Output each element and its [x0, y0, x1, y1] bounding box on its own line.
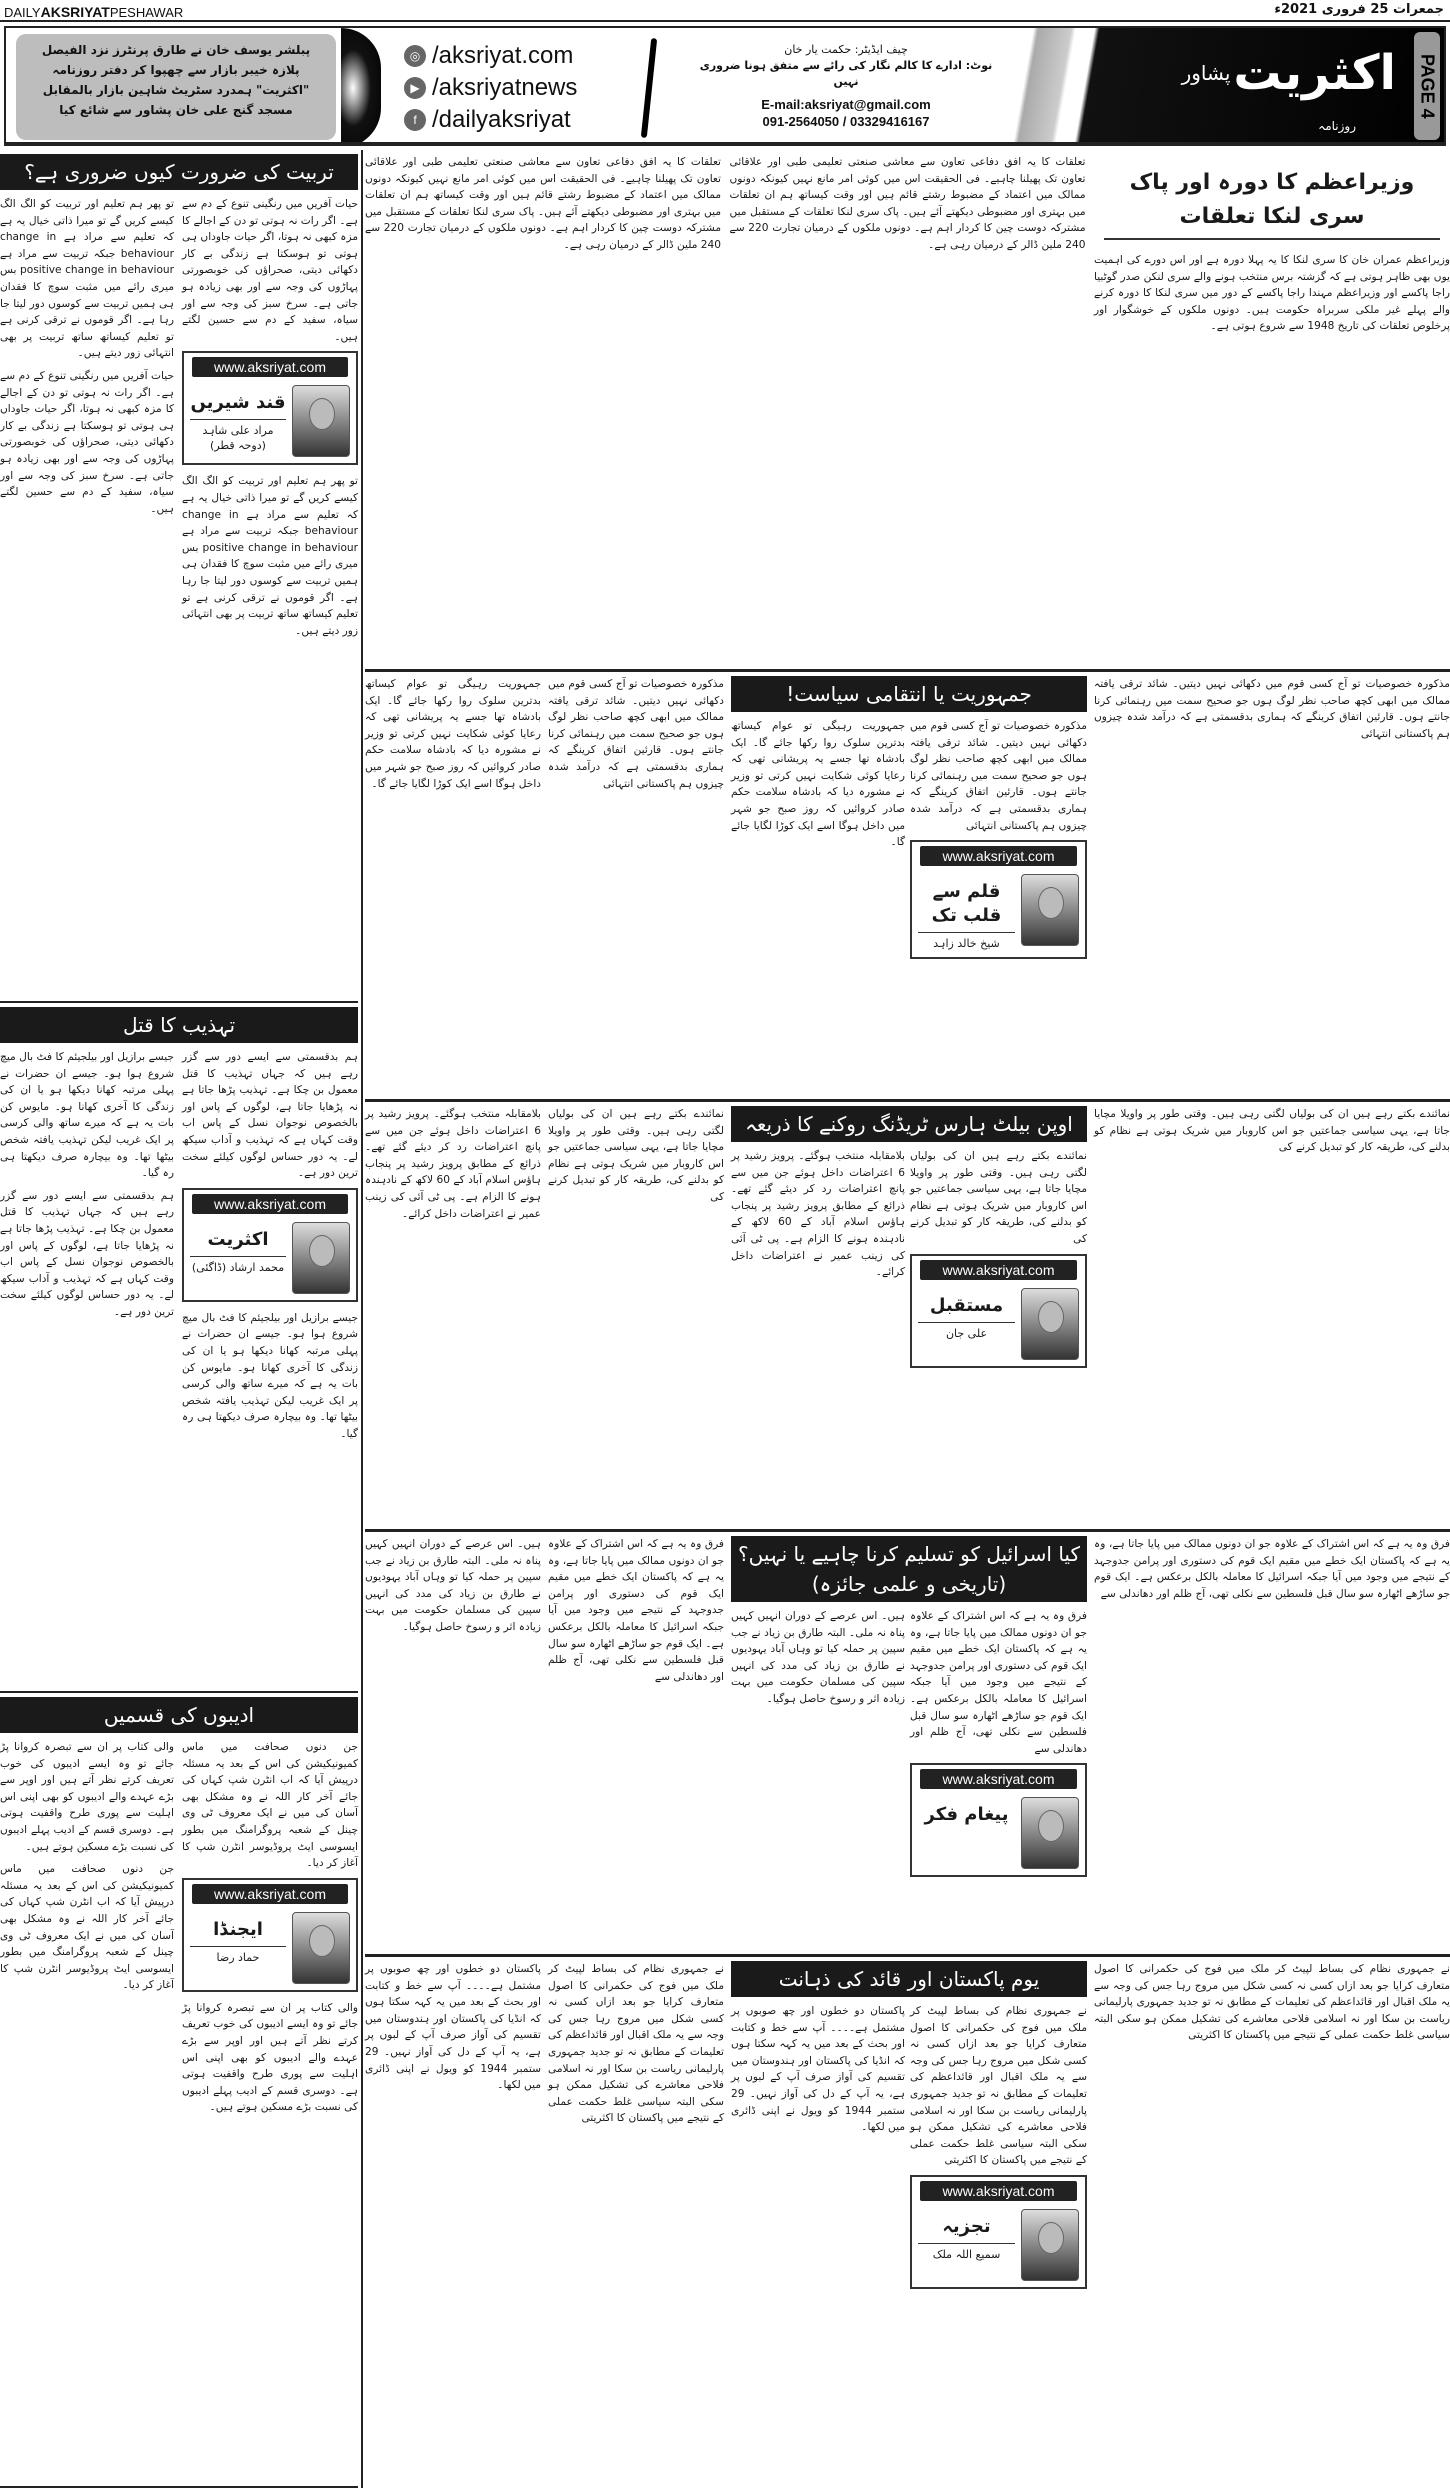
article-text-column [1094, 676, 1450, 748]
social-link-website[interactable] [404, 40, 577, 72]
article-text-column [548, 1536, 724, 1691]
paragraph: مذکورہ خصوصیات تو آج کسی قوم میں دکھائی نہیں دیتیں۔ شائد ترقی یافتہ ممالک میں ابھی کچھ صاحب نظر لوگ ہوں جو صحیح سمت میں رہنمائی کرنا جانتے ہوں۔ قارئین اتفاق کرینگے کہ ہماری بدقسمتی ہے کہ درآمد شدہ چیزوں ہم پاکستانی انتہائی [910, 720, 1087, 832]
article [731, 676, 1087, 967]
contact-email[interactable]: E-mail:aksriyat@gmail.com [761, 97, 931, 112]
column-title: ایجنڈا [213, 1918, 263, 1940]
site-url: www.aksriyat.com [920, 1769, 1077, 1789]
paragraph: نے جمہوری نظام کی بساط لپیٹ کر ملک میں فوج کی حکمرانی کا اصول متعارف کرایا جو بعد ازاں کسی نہ کسی شکل میں مروج رہا جس کی وجہ سے یہ ملک اقبال اور قائداعظم کی تعلیمات کے مطابق نہ تو جدید جمہوری پارلیمانی ریاست بن سکا اور نہ اسلامی فلاحی معاشرے کی تشکیل ممکن ہو سکی البتہ سیاسی غلط حکمت عملی کے نتیجے میں پاکستان کا اکثریتی [1094, 1963, 1450, 2042]
article-text-column [730, 154, 1086, 260]
article-text-column [1094, 1961, 1450, 2050]
article-columns [0, 196, 358, 645]
article-text-column [910, 1148, 1087, 1376]
paragraph: نے جمہوری نظام کی بساط لپیٹ کر ملک میں فوج کی حکمرانی کا اصول متعارف کرایا جو بعد ازاں کسی نہ کسی شکل میں مروج رہا جس کی وجہ سے یہ ملک اقبال اور قائداعظم کی تعلیمات کے مطابق نہ تو جدید جمہوری پارلیمانی ریاست بن سکا اور نہ اسلامی فلاحی معاشرے کی تشکیل ممکن ہو سکی البتہ سیاسی غلط حکمت عملی کے نتیجے میں پاکستان کا اکثریتی [910, 2005, 1087, 2167]
article-text-column [0, 196, 174, 523]
globe-icon: ◎ [404, 45, 426, 67]
paragraph: تعلقات کا یہ افق دفاعی تعاون سے معاشی صنعتی تعلیمی طبی اور علاقائی تعاون تک پھیلنا چاہیے۔ فی الحقیقت اس میں کوئی امر مانع نہیں کیونکہ دونوں ممالک میں اعتماد کے مضبوط رشتے قائم ہیں اور وقت کیساتھ ہم ان تعلقات میں بہتری اور مضبوطی دیکھتے آئے ہیں۔ پاک سری لنکا تعلقات کے مستقبل میں مشترکہ دوست چین کا کردار اہم ہے۔ دونوں ملکوں کے درمیان تجارت 220 سے 240 ملین ڈالر کے درمیان رہی ہے۔ [365, 156, 721, 251]
page-number-badge: PAGE 4 [1414, 32, 1440, 140]
newspaper-logo [1176, 33, 1396, 143]
columnist-box-body [912, 1793, 1085, 1875]
paragraph: جن دنوں صحافت میں ماس کمیونیکیشن کی اس کے بعد یہ مسئلہ درپیش آیا کہ اب انٹرن شپ کہاں کی جائے آخر کار اللہ نے وہ مشکل بھی آسان کی میں نے ایک معروف ٹی وی چینل کے شعبہ پروگرامنگ میں بطور ایسوسی ایٹ پروڈیوسر انٹرن شپ کا آغاز کر دیا۔ [182, 1741, 358, 1870]
article-text-column [1094, 1106, 1450, 1162]
site-url: www.aksriyat.com [192, 357, 348, 377]
social-link-youtube[interactable] [404, 72, 577, 104]
columnist-box-body [184, 1908, 356, 1990]
article [0, 1693, 358, 2488]
columnist-box [910, 2175, 1087, 2289]
article-headline: جمہوریت یا انتقامی سیاست! [731, 676, 1087, 712]
article-text-column [365, 1536, 541, 1642]
columnist-box [910, 1254, 1087, 1368]
paragraph: تو پھر ہم تعلیم اور تربیت کو الگ الگ کیسے کریں گے تو میرا ذاتی خیال یہ ہے کہ تعلیم سے مراد ہے change in behaviour جبکہ تربیت سے مراد ہے positive change in behaviour بس میری رائے میں مثبت سوچ کا فقدان ہی ہمیں تربیت سے کوسوں دور لیتا جا رہا ہے۔ اگر قوموں نے ترقی کرنی ہے تو تعلیم کیساتھ ساتھ تربیت پر بھی انتہائی زور دیتے ہیں۔ [182, 475, 359, 637]
article-headline: اوپن بیلٹ ہارس ٹریڈنگ روکنے کا ذریعہ [731, 1106, 1087, 1142]
social-label: /dailyaksriyat [432, 106, 571, 133]
article-text-column [910, 2003, 1087, 2297]
article-text-column [910, 1608, 1087, 1885]
editor-info [696, 42, 996, 130]
top-strip [0, 0, 1450, 22]
disclaimer-note: نوٹ: ادارے کا کالم نگار کی رائے سے متفق ہونا ضروری نہیں [699, 59, 993, 88]
site-url: www.aksriyat.com [920, 1260, 1077, 1280]
author-photo [1021, 1288, 1079, 1360]
article-columns [731, 1148, 1087, 1376]
article [731, 1536, 1087, 1885]
article-text-column [0, 1049, 174, 1327]
author-name: حماد رضا [190, 1946, 286, 1965]
paragraph: نمائندے بکتے رہے ہیں ان کی بولیاں لگتی رہی ہیں۔ وقتی طور پر واویلا مچایا جاتا ہے، یہی سیاسی جماعتیں جو اس کاروبار میں شریک ہوتی ہے نظام کو بدلنے کی، طریقہ کار کو تبدیل کرنے کی [548, 1108, 724, 1203]
social-label: /aksriyatnews [432, 74, 578, 101]
article-text-column [182, 1049, 358, 1449]
columnist-box [182, 1878, 358, 1992]
author-photo [292, 385, 350, 457]
article [0, 150, 358, 1003]
paragraph: نمائندے بکتے رہے ہیں ان کی بولیاں لگتی رہی ہیں۔ وقتی طور پر واویلا مچایا جاتا ہے، یہی سیاسی جماعتیں جو اس کاروبار میں شریک ہوتی ہے نظام کو بدلنے کی، طریقہ کار کو تبدیل کرنے کی [1094, 1108, 1450, 1154]
article-row [365, 1532, 1450, 1957]
logo-city: پشاور [1181, 61, 1231, 85]
paragraph: بلامقابلہ منتخب ہوگئے۔ پرویز رشید پر 6 اعتراضات داخل ہوئے جن میں سے پانچ اعتراضات رد کر دیئے گئے تھے۔ ذرائع کے مطابق پرویز رشید پر پنجاب ہاؤس اسلام آباد کے 60 لاکھ کے نادہندہ ہونے کا الزام ہے۔ پی ٹی آئی کی زینب عمیر نے اعتراضات داخل کرائے۔ [365, 1108, 541, 1220]
article-headline: کیا اسرائیل کو تسلیم کرنا چاہیے یا نہیں؟ (تاریخی و علمی جائزہ) [731, 1536, 1087, 1602]
paragraph: مذکورہ خصوصیات تو آج کسی قوم میں دکھائی نہیں دیتیں۔ شائد ترقی یافتہ ممالک میں ابھی کچھ صاحب نظر لوگ ہوں جو صحیح سمت میں رہنمائی کرنا جانتے ہوں۔ قارئین اتفاق کرینگے کہ ہماری بدقسمتی ہے کہ درآمد شدہ چیزوں ہم پاکستانی انتہائی [1094, 678, 1450, 740]
article-headline: تربیت کی ضرورت کیوں ضروری ہے؟ [0, 154, 358, 190]
column-divider [361, 150, 363, 2488]
article-columns [731, 1608, 1087, 1885]
columnist-box-body [912, 870, 1085, 957]
author-photo [1021, 2209, 1079, 2281]
decorative-disc [341, 28, 381, 146]
facebook-icon: f [404, 109, 426, 131]
paragraph: ہیں۔ اس عرصے کے دوران انہیں کہیں پناہ نہ ملی۔ البتہ طارق بن زیاد نے جب سپین پر حملہ کیا تو وہاں آباد یہودیوں نے طارق بن زیاد کی مدد کی انہیں سپین کی مسلمان حکومت میں بہت زیادہ اثر و رسوخ حاصل ہوگیا۔ [731, 1610, 905, 1705]
paragraph: فرق وہ یہ ہے کہ اس اشتراک کے علاوہ جو ان دونوں ممالک میں پایا جاتا ہے، وہ یہ ہے کہ پاکستان ایک خطے میں مقیم ایک قوم کی دستوری اور پرامن جدوجہد کے نتیجے میں وجود میں آیا جبکہ اسرائیل کا معاملہ بالکل برعکس ہے۔ ایک قوم جو ساڑھے اٹھارہ سو سال قبل فلسطین سے نکلی تھی، آج ظلم اور دھاندلی سے [548, 1538, 724, 1683]
columnist-info [918, 1288, 1015, 1360]
article-text-column [731, 1148, 905, 1287]
paragraph: بلامقابلہ منتخب ہوگئے۔ پرویز رشید پر 6 اعتراضات داخل ہوئے جن میں سے پانچ اعتراضات رد کر دیئے گئے تھے۔ ذرائع کے مطابق پرویز رشید پر پنجاب ہاؤس اسلام آباد کے 60 لاکھ کے نادہندہ ہونے کا الزام ہے۔ پی ٹی آئی کی زینب عمیر نے اعتراضات داخل کرائے۔ [731, 1150, 906, 1279]
columnist-info [918, 874, 1015, 951]
article [731, 1106, 1087, 1376]
paragraph: پاکستان دو خطوں اور چھ صوبوں پر مشتمل ہے۔۔۔۔ آپ سے خط و کتابت اور بحث کے بعد میں یہ کہہ سکتا ہوں کہ انڈیا کی پاکستان اور ہندوستان میں تقسیم کی آواز صرف آپ کے لبوں پر ہے، یہ آپ کے دل کی آواز نہیں۔ 29 ستمبر 1944 کو ویول نے اپنی ڈائری میں لکھا۔ [365, 1963, 541, 2092]
paragraph: تو پھر ہم تعلیم اور تربیت کو الگ الگ کیسے کریں گے تو میرا ذاتی خیال یہ ہے کہ تعلیم سے مراد ہے change in behaviour جبکہ تربیت سے مراد ہے positive change in behaviour بس میری رائے میں مثبت سوچ کا فقدان ہی ہمیں تربیت سے کوسوں دور لیتا جا رہا ہے۔ اگر قوموں نے ترقی کرنی ہے تو تعلیم کیساتھ ساتھ تربیت پر بھی انتہائی زور دیتے ہیں۔ [0, 198, 175, 360]
article-text-column [365, 154, 721, 260]
article-text-column [1094, 1536, 1450, 1608]
author-name: مراد علی شاہد (دوحہ قطر) [190, 419, 286, 453]
columnist-info [190, 1222, 286, 1294]
columnist-box-body [912, 2205, 1085, 2287]
article-headline: ادیبوں کی قسمیں [0, 1697, 358, 1733]
column-title: قند شیریں [190, 392, 286, 414]
issue-date: جمعرات 25 فروری 2021ء [1274, 2, 1444, 17]
brand-name: AKSRIYAT [40, 4, 110, 20]
masthead [4, 26, 1446, 146]
paragraph: حیات آفریں میں رنگینی تنوع کے دم سے ہے۔ اگر رات نہ ہوتی تو دن کے اجالے کا مزہ کبھی نہ ہوتا، اگر حیات جاوداں ہی ہوتی تو ہوسکتا ہے زندگی بے کار دکھائی دیتی، صحراؤں کی خوبصورتی پہاڑوں کی وجہ سے اور بھی زیادہ ہو جاتی ہے۔ سرخ سبز کی وجہ سے اور سیاہ، سفید کے دم سے حسین لگتے ہیں۔ [181, 198, 358, 343]
paragraph: جیسے برازیل اور بیلجیئم کا فٹ بال میچ شروع ہوا ہو۔ جیسے ان حضرات نے پہلی مرتبہ کھانا دیکھا ہو یا ان کی زندگی کا آخری کھانا ہو۔ مایوس کن بات یہ ہے کہ میرے ساتھ والی کرسی پر ایک غریب لیکن تہذیب یافتہ شخص بیٹھا تھا۔ وہ بیچارہ صرف دیکھتا ہی رہ گیا۔ [182, 1311, 358, 1440]
paragraph: پاکستان دو خطوں اور چھ صوبوں پر مشتمل ہے۔۔۔۔ آپ سے خط و کتابت اور بحث کے بعد میں یہ کہہ سکتا ہوں کہ انڈیا کی پاکستان اور ہندوستان میں تقسیم کی آواز صرف آپ کے لبوں پر ہے، یہ آپ کے دل کی آواز نہیں۔ 29 ستمبر 1944 کو ویول نے اپنی ڈائری میں لکھا۔ [731, 2005, 905, 2134]
article-text-column [731, 718, 905, 857]
article-row [365, 672, 1450, 1102]
author-photo [1021, 1797, 1079, 1869]
column-title: اکثریت [207, 1228, 269, 1250]
article-headline: یوم پاکستان اور قائد کی ذہانت [731, 1961, 1087, 1997]
article-row [365, 1957, 1450, 2487]
article-text-column [548, 676, 724, 798]
article-columns [731, 2003, 1087, 2297]
social-links [404, 40, 577, 136]
paragraph: جیسے برازیل اور بیلجیئم کا فٹ بال میچ شروع ہوا ہو۔ جیسے ان حضرات نے پہلی مرتبہ کھانا دیکھا ہو یا ان کی زندگی کا آخری کھانا ہو۔ مایوس کن بات یہ ہے کہ میرے ساتھ والی کرسی پر ایک غریب لیکن تہذیب یافتہ شخص بیٹھا تھا۔ وہ بیچارہ صرف دیکھتا ہی رہ گیا۔ [0, 1051, 174, 1180]
article-text-column [0, 1739, 174, 2000]
columnist-box [910, 840, 1087, 959]
columnist-info [190, 385, 286, 457]
columnist-box-body [184, 1218, 356, 1300]
editorial-headline: وزیراعظم کا دورہ اور پاک سری لنکا تعلقات [1104, 166, 1440, 240]
article-text-column [182, 1739, 358, 2122]
paragraph: مذکورہ خصوصیات تو آج کسی قوم میں دکھائی نہیں دیتیں۔ شائد ترقی یافتہ ممالک میں ابھی کچھ صاحب نظر لوگ ہوں جو صحیح سمت میں رہنمائی کرنا جانتے ہوں۔ قارئین اتفاق کرینگے کہ ہماری بدقسمتی ہے کہ درآمد شدہ چیزوں ہم پاکستانی انتہائی [548, 678, 724, 790]
article-text-column [365, 1961, 541, 2100]
paragraph: نے جمہوری نظام کی بساط لپیٹ کر ملک میں فوج کی حکمرانی کا اصول متعارف کرایا جو بعد ازاں کسی نہ کسی شکل میں مروج رہا جس کی وجہ سے یہ ملک اقبال اور قائداعظم کی تعلیمات کے مطابق نہ تو جدید جمہوری پارلیمانی ریاست بن سکا اور نہ اسلامی فلاحی معاشرے کی تشکیل ممکن ہو سکی البتہ سیاسی غلط حکمت عملی کے نتیجے میں پاکستان کا اکثریتی [548, 1963, 724, 2125]
columnist-box [182, 1188, 358, 1302]
paragraph: جمہوریت رہیگی تو عوام کیساتھ بدترین سلوک روا رکھا جائے گا۔ ایک بادشاہ تھا جسے یہ پریشانی تھی کہ رعایا کوئی شکایت نہیں کرتی تو وزیر نے مشورہ دیا کہ بادشاہ سلامت حکم صادر کروائیں کہ روز صبح جو شہر میں داخل ہوگا اسے ایک کوڑا لگایا جائے گا۔ [731, 720, 905, 849]
paragraph: ہم بدقسمتی سے ایسے دور سے گزر رہے ہیں کہ جہاں تہذیب کا قتل معمول بن چکا ہے۔ تہذیب پڑھا جاتا ہے نہ پڑھایا جاتا ہے، لوگوں کے پاس اور بالخصوص نوجوان نسل کے پاس اب وقت کہاں ہے کہ تہذیب و آداب سیکھ لے۔ یہ دور حساس لوگوں کیلئے سخت ترین دور ہے۔ [0, 1189, 174, 1318]
author-name: شیخ خالد زاہد [918, 932, 1015, 951]
paragraph: فرق وہ یہ ہے کہ اس اشتراک کے علاوہ جو ان دونوں ممالک میں پایا جاتا ہے، وہ یہ ہے کہ پاکستان ایک خطے میں مقیم ایک قوم کی دستوری اور پرامن جدوجہد کے نتیجے میں وجود میں آیا جبکہ اسرائیل کا معاملہ بالکل برعکس ہے۔ ایک قوم جو ساڑھے اٹھارہ سو سال قبل فلسطین سے نکلی تھی، آج ظلم اور دھاندلی سے [910, 1610, 1087, 1755]
author-photo [1021, 874, 1079, 946]
column-title: قلم سے قلب تک [931, 881, 1002, 927]
article-text-column [731, 1608, 905, 1714]
site-url: www.aksriyat.com [192, 1194, 348, 1214]
article-text-column [548, 1106, 724, 1212]
article-text-column [548, 1961, 724, 2133]
publisher-note: پبلشر یوسف خان نے طارق پرنٹرز نزد الفیصل پلازہ خیبر بازار سے چھپوا کر دفتر روزنامہ "اکثریت" ہمدرد سٹریٹ شاہین بازار بالمقابل مسجد گنج علی خان پشاور سے شائع کیا [16, 34, 336, 140]
columnist-box-body [184, 381, 356, 463]
article-columns [731, 718, 1087, 967]
paragraph: ہیں۔ اس عرصے کے دوران انہیں کہیں پناہ نہ ملی۔ البتہ طارق بن زیاد نے جب سپین پر حملہ کیا تو وہاں آباد یہودیوں نے طارق بن زیاد کی مدد کی انہیں سپین کی مسلمان حکومت میں بہت زیادہ اثر و رسوخ حاصل ہوگیا۔ [365, 1538, 541, 1633]
author-name: علی جان [918, 1322, 1015, 1341]
brand-suffix: PESHAWAR [109, 5, 184, 20]
paragraph: والی کتاب پر ان سے تبصرہ کروانا پڑ جائے تو وہ ایسے ادیبوں کی خوب تعریف کرتے نظر آتے ہیں اور اوپر سے بڑے عہدے والے ادیبوں کو بھی اپنی اس اہلیت سے پوری طرح واقفیت ہوتی ہے۔ دوسری قسم کے ادیب پہلے ادیبوں کی نسبت بڑے مسکین ہوتے ہیں۔ [182, 2001, 358, 2114]
article-headline: تہذیب کا قتل [0, 1007, 358, 1043]
site-url: www.aksriyat.com [920, 846, 1077, 866]
columnist-box [910, 1763, 1087, 1877]
article-columns [0, 1049, 358, 1449]
paragraph: جمہوریت رہیگی تو عوام کیساتھ بدترین سلوک روا رکھا جائے گا۔ ایک بادشاہ تھا جسے یہ پریشانی تھی کہ رعایا کوئی شکایت نہیں کرتی تو وزیر نے مشورہ دیا کہ بادشاہ سلامت حکم صادر کروائیں کہ روز صبح جو شہر میں داخل ہوگا اسے ایک کوڑا لگایا جائے گا۔ [365, 678, 541, 790]
author-photo [292, 1222, 350, 1294]
columnist-info [918, 2209, 1015, 2281]
brand-prefix: DAILY [4, 5, 41, 20]
paragraph: جن دنوں صحافت میں ماس کمیونیکیشن کی اس کے بعد یہ مسئلہ درپیش آیا کہ اب انٹرن شپ کہاں کی جائے آخر کار اللہ نے وہ مشکل بھی آسان کی میں نے ایک معروف ٹی وی چینل کے شعبہ پروگرامنگ میں بطور ایسوسی ایٹ پروڈیوسر انٹرن شپ کا آغاز کر دیا۔ [0, 1863, 174, 1992]
paragraph: والی کتاب پر ان سے تبصرہ کروانا پڑ جائے تو وہ ایسے ادیبوں کی خوب تعریف کرتے نظر آتے ہیں اور اوپر سے بڑے عہدے والے ادیبوں کو بھی اپنی اس اہلیت سے پوری طرح واقفیت ہوتی ہے۔ دوسری قسم کے ادیب پہلے ادیبوں کی نسبت بڑے مسکین ہوتے ہیں۔ [0, 1741, 174, 1853]
article-text-column [1094, 154, 1450, 341]
paragraph: نمائندے بکتے رہے ہیں ان کی بولیاں لگتی رہی ہیں۔ وقتی طور پر واویلا مچایا جاتا ہے، یہی سیاسی جماعتیں جو اس کاروبار میں شریک ہوتی ہے نظام کو بدلنے کی، طریقہ کار کو تبدیل کرنے کی [910, 1150, 1087, 1245]
paragraph: فرق وہ یہ ہے کہ اس اشتراک کے علاوہ جو ان دونوں ممالک میں پایا جاتا ہے، وہ یہ ہے کہ پاکستان ایک خطے میں مقیم ایک قوم کی دستوری اور پرامن جدوجہد کے نتیجے میں وجود میں آیا جبکہ اسرائیل کا معاملہ بالکل برعکس ہے۔ ایک قوم جو ساڑھے اٹھارہ سو سال قبل فلسطین سے نکلی تھی، آج ظلم اور دھاندلی سے [1094, 1538, 1450, 1600]
logo-daily: روزنامہ [1318, 119, 1356, 133]
paragraph: ہم بدقسمتی سے ایسے دور سے گزر رہے ہیں کہ جہاں تہذیب کا قتل معمول بن چکا ہے۔ تہذیب پڑھا جاتا ہے نہ پڑھایا جاتا ہے، لوگوں کے پاس اور بالخصوص نوجوان نسل کے پاس اب وقت کہاں ہے کہ تہذیب و آداب سیکھ لے۔ یہ دور حساس لوگوں کیلئے سخت ترین دور ہے۔ [182, 1051, 358, 1180]
site-url: www.aksriyat.com [192, 1884, 348, 1904]
main-area [365, 150, 1450, 2487]
author-name: محمد ارشاد (ڈاگئی) [190, 1256, 286, 1275]
author-name: سمیع اللہ ملک [918, 2243, 1015, 2262]
site-url: www.aksriyat.com [920, 2181, 1077, 2201]
author-photo [292, 1912, 350, 1984]
newspaper-brand [4, 4, 183, 20]
article-text-column [910, 718, 1087, 967]
article [731, 1961, 1087, 2297]
left-column [0, 150, 358, 2488]
youtube-icon: ▶ [404, 77, 426, 99]
columnist-info [918, 1797, 1015, 1869]
column-title: تجزیہ [942, 2215, 991, 2237]
article-row [365, 1102, 1450, 1532]
social-link-facebook[interactable] [404, 104, 577, 136]
social-label: /aksriyat.com [432, 42, 574, 69]
paragraph: تعلقات کا یہ افق دفاعی تعاون سے معاشی صنعتی تعلیمی طبی اور علاقائی تعاون تک پھیلنا چاہیے۔ فی الحقیقت اس میں کوئی امر مانع نہیں کیونکہ دونوں ممالک میں اعتماد کے مضبوط رشتے قائم ہیں اور وقت کیساتھ ہم ان تعلقات میں بہتری اور مضبوطی دیکھتے آئے ہیں۔ پاک سری لنکا تعلقات کے مستقبل میں مشترکہ دوست چین کا کردار اہم ہے۔ دونوں ملکوں کے درمیان تجارت 220 سے 240 ملین ڈالر کے درمیان رہی ہے۔ [729, 156, 1086, 251]
column-title: پیغام فکر [924, 1804, 1009, 1826]
article-text-column [365, 676, 541, 798]
article-columns [0, 1739, 358, 2122]
column-title: مستقبل [929, 1294, 1004, 1316]
columnist-box-body [912, 1284, 1085, 1366]
article-text-column [731, 2003, 905, 2142]
columnist-box [182, 351, 358, 465]
pen-icon [641, 38, 657, 138]
columnist-info [190, 1912, 286, 1984]
paragraph: وزیراعظم عمران خان کا سری لنکا کا یہ پہلا دورہ ہے اور اس دورے کی اہمیت یوں بھی ظاہر ہوتی ہے کہ گزشتہ برس منتخب ہونے والے سری لنکن صدر گوٹبیا راجا پاکسے اور وزیراعظم مہندا راجا پاکسے کے دور میں سری لنکا کا دورہ کرنے والے پہلے غیر ملکی سربراہ حکومت ہیں۔ دونوں ملکوں کے خوشگوار اور پرخلوص تعلقات کی تاریخ 1948 سے شروع ہوتی ہے۔ [1094, 254, 1450, 333]
editorial-row [365, 150, 1450, 672]
chief-editor: چیف ایڈیٹر: حکمت یار خان [784, 43, 908, 56]
article-text-column [182, 196, 358, 645]
contact-phone: 091-2564050 / 03329416167 [762, 114, 930, 129]
article-text-column [365, 1106, 541, 1228]
paragraph: حیات آفریں میں رنگینی تنوع کے دم سے ہے۔ اگر رات نہ ہوتی تو دن کے اجالے کا مزہ کبھی نہ ہوتا، اگر حیات جاوداں ہی ہوتی تو ہوسکتا ہے زندگی بے کار دکھائی دیتی، صحراؤں کی خوبصورتی پہاڑوں کی وجہ سے اور بھی زیادہ ہو جاتی ہے۔ سرخ سبز کی وجہ سے اور سیاہ، سفید کے دم سے حسین لگتے ہیں۔ [0, 369, 174, 515]
article [0, 1003, 358, 1693]
logo-name: اکثریت [1233, 45, 1396, 101]
